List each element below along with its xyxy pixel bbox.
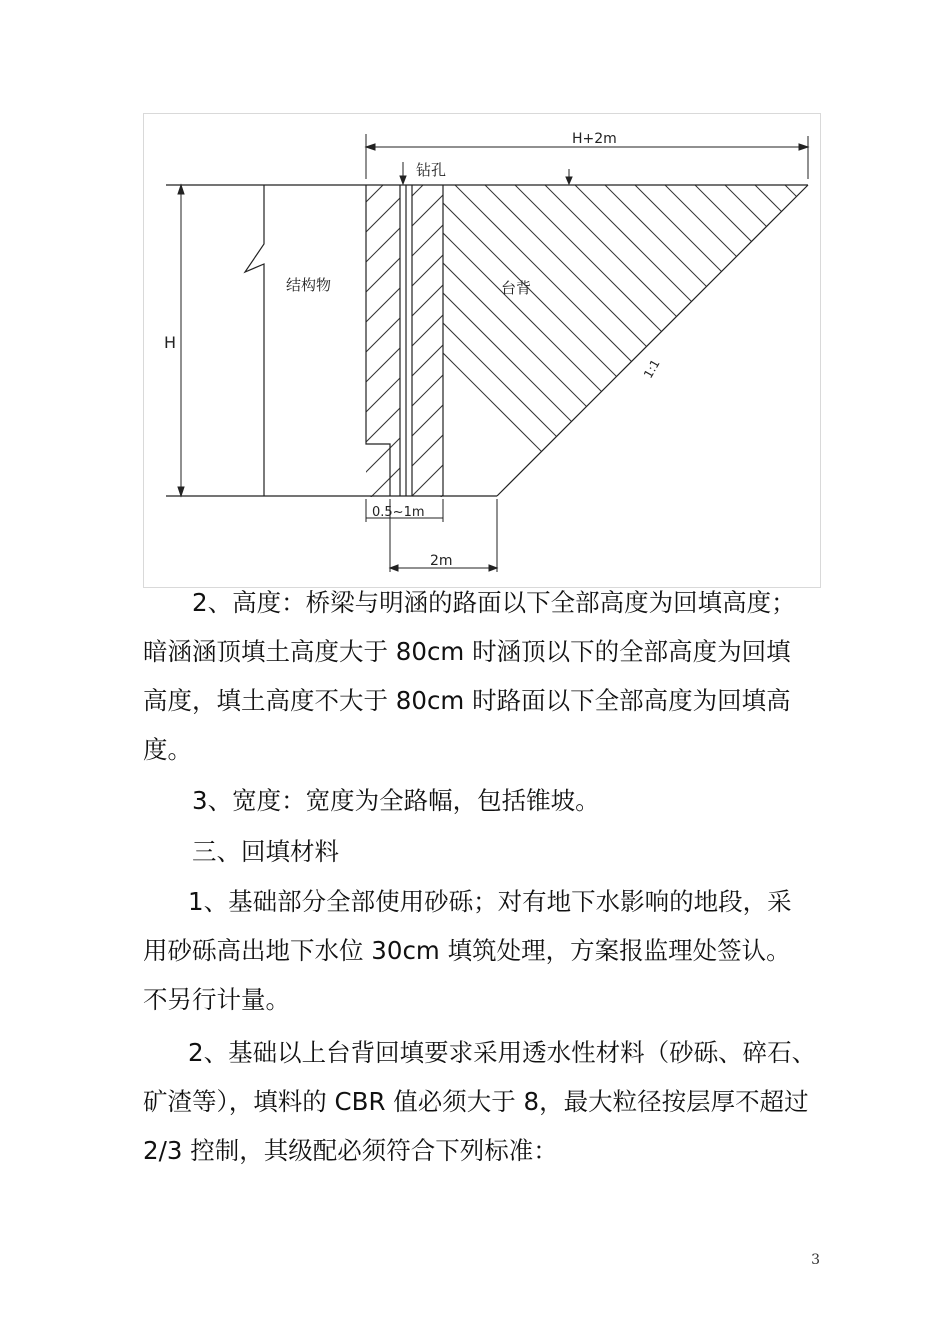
label-bottom-width: 0.5~1m (372, 505, 425, 520)
section-heading: 三、回填材料 (192, 837, 339, 866)
text-line: 2/3 控制，其级配必须符合下列标准： (143, 1136, 558, 1165)
text-line: 高度，填土高度不大于 80cm 时路面以下全部高度为回填高 (143, 686, 791, 715)
text-line: 3、宽度：宽度为全路幅，包括锥坡。 (192, 786, 600, 815)
label-backfill: 台背 (501, 279, 532, 297)
page-number: 3 (811, 1252, 820, 1268)
label-top-width: H+2m (572, 131, 617, 147)
label-drill: 钻孔 (416, 161, 447, 179)
paragraph-height (143, 578, 811, 774)
paragraph-foundation (143, 877, 811, 1024)
text-line: 不另行计量。 (143, 985, 290, 1014)
label-slope: 1:1 (640, 356, 663, 381)
text-line: 2、高度：桥梁与明涵的路面以下全部高度为回填高度； (192, 588, 796, 617)
text-line: 用砂砾高出地下水位 30cm 填筑处理，方案报监理处签认。 (143, 936, 791, 965)
hatch-column-right (394, 144, 464, 544)
paragraph-backfill-material (143, 1028, 817, 1175)
label-height: H (164, 333, 177, 352)
text-line: 2、基础以上台背回填要求采用透水性材料（砂砾、碎石、 (188, 1038, 817, 1067)
paragraph-width (143, 776, 811, 825)
label-structure: 结构物 (286, 276, 332, 294)
text-line: 度。 (143, 735, 192, 764)
section-heading-materials (143, 827, 811, 876)
text-line: 1、基础部分全部使用砂砾；对有地下水影响的地段，采 (188, 887, 792, 916)
text-line: 矿渣等），填料的 CBR 值必须大于 8，最大粒径按层厚不超过 (143, 1087, 809, 1116)
backfill-diagram (143, 113, 821, 588)
text-line: 暗涵涵顶填土高度大于 80cm 时涵顶以下的全部高度为回填 (143, 637, 791, 666)
dimension-lines (178, 134, 808, 572)
diagram-svg (144, 114, 822, 589)
label-base-width: 2m (430, 553, 453, 569)
